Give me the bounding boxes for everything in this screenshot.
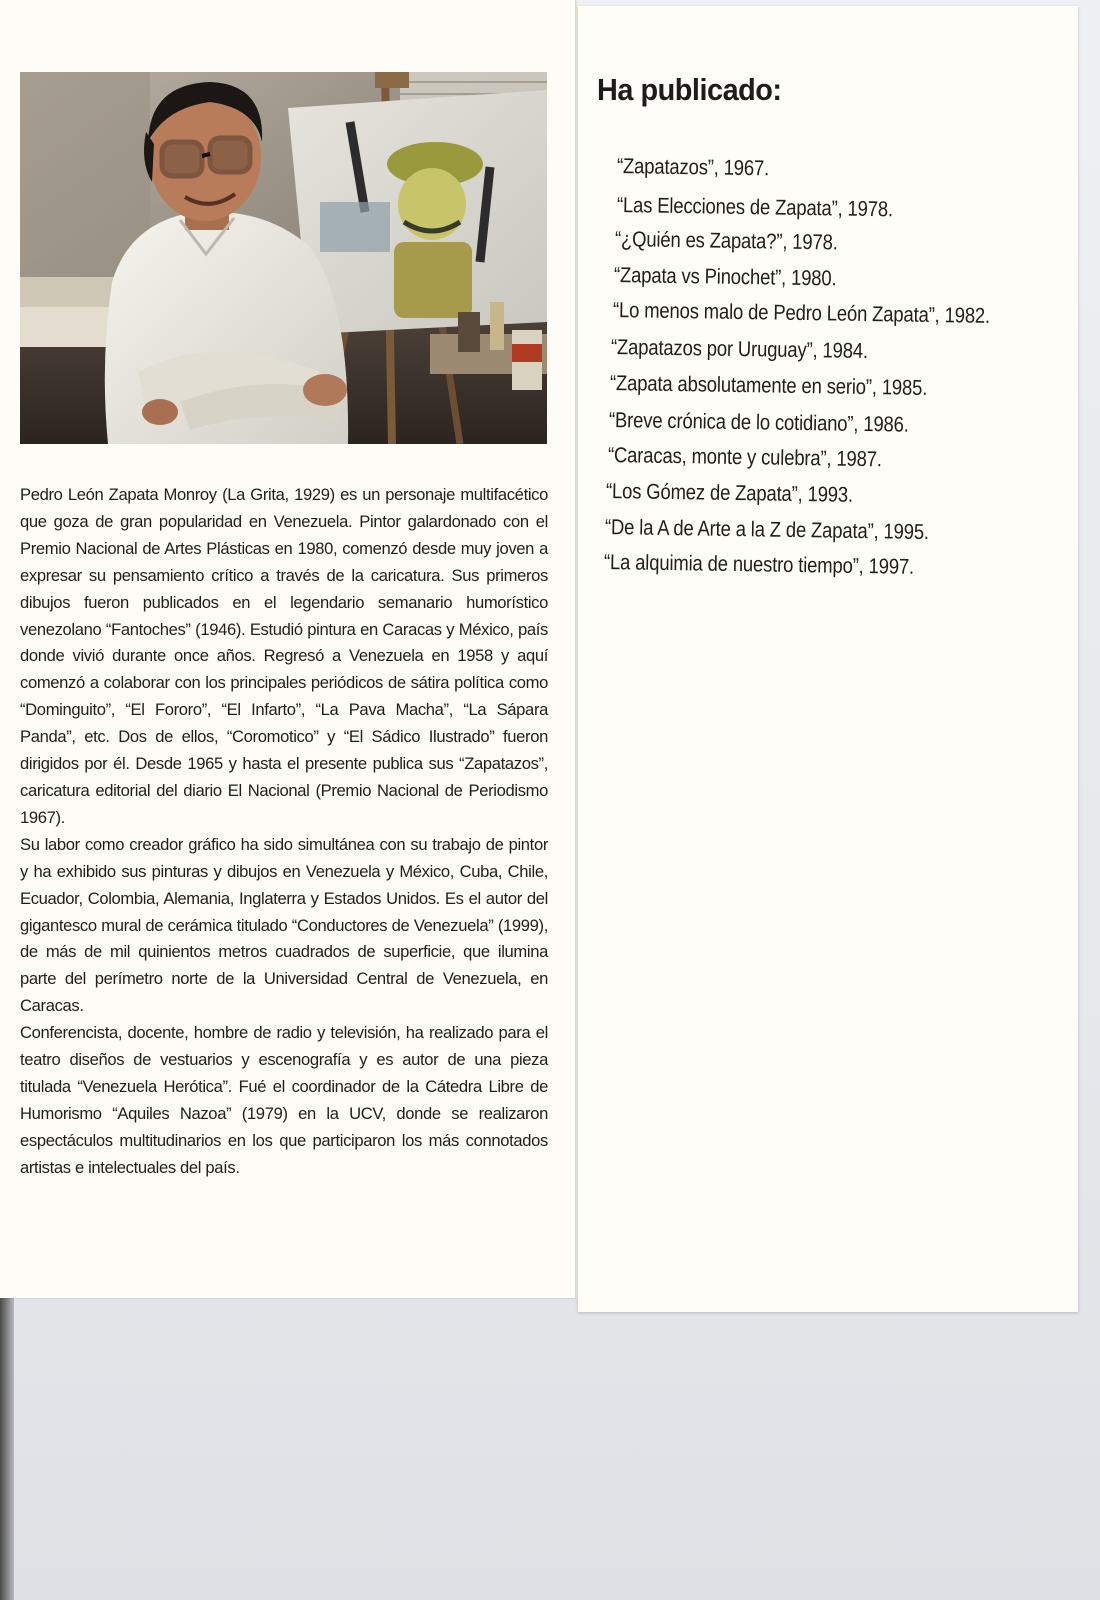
publication-item: “La alquimia de nuestro tiempo”, 1997. — [603, 550, 915, 579]
biography-text — [20, 482, 548, 1182]
publication-item: “Zapatazos por Uruguay”, 1984. — [610, 335, 869, 364]
publication-item: “Breve crónica de lo cotidiano”, 1986. — [608, 408, 909, 437]
publication-item: “¿Quién es Zapata?”, 1978. — [614, 227, 838, 255]
publication-item: “Zapata absolutamente en serio”, 1985. — [609, 371, 928, 400]
bio-paragraph-3: Conferencista, docente, hombre de radio y televisión, ha realizado para el teatro diseños de vestuarios y escenografía y es autor de una pieza titulada “Venezuela Herótica”. Fué el coordinador de la Cátedra Libre de Humorismo “Aquiles Nazoa” (1979) en la UCV, donde se realizaron espectáculos multitudinarios en los que participaron los más connotados artistas e intelectuales del país. — [20, 1023, 548, 1177]
publications-heading: Ha publicado: — [597, 72, 782, 107]
publication-item: “Zapata vs Pinochet”, 1980. — [613, 263, 837, 291]
bio-paragraph-2: Su labor como creador gráfico ha sido simultánea con su trabajo de pintor y ha exhibido sus pinturas y dibujos en Venezuela y México, Cuba, Chile, Ecuador, Colombia, Alemania, Inglaterra y Estados Unidos. Es el autor del gigantesco mural de cerámica titulado “Conductores de Venezuela” (1999), de más de mil quinientos metros cuadrados de superficie, que ilumina parte del perímetro norte de la Universidad Central de Venezuela, en Caracas. — [20, 834, 548, 1016]
publication-item: “Zapatazos”, 1967. — [616, 154, 770, 181]
artist-photo-illustration — [20, 72, 547, 444]
artist-photo — [20, 72, 547, 444]
scanner-edge-shadow — [0, 1298, 14, 1600]
publication-item: “De la A de Arte a la Z de Zapata”, 1995. — [604, 515, 930, 545]
publication-item: “Los Gómez de Zapata”, 1993. — [605, 479, 854, 507]
left-page — [0, 0, 576, 1298]
bio-paragraph-1: Pedro León Zapata Monroy (La Grita, 1929) es un personaje multifacético que goza de gran popularidad en Venezuela. Pintor galardonado con el Premio Nacional de Artes Plásticas en 1980, comenzó desde muy joven a expresar su pensamiento crítico a través de la caricatura. Sus primeros dibujos fueron publicados en el legendario semanario humorístico venezolano “Fantoches” (1946). Estudió pintura en Caracas y México, país donde vivió durante once años. Regresó a Venezuela en 1958 y aquí comenzó a colaborar con los principales periódicos de sátira política como “Dominguito”, “El Fororo”, “El Infarto”, “La Pava Macha”, “La Sápara Panda”, etc. Dos de ellos, “Coromotico” y “El Sádico Ilustrado” fueron dirigidos por él. Desde 1965 y hasta el presente publica sus “Zapatazos”, caricatura editorial del diario El Nacional (Premio Nacional de Periodismo 1967). — [20, 485, 548, 827]
publication-item: “Lo menos malo de Pedro León Zapata”, 1982. — [612, 298, 991, 328]
publication-item: “Caracas, monte y culebra”, 1987. — [607, 443, 883, 472]
publication-item: “Las Elecciones de Zapata”, 1978. — [616, 193, 894, 222]
